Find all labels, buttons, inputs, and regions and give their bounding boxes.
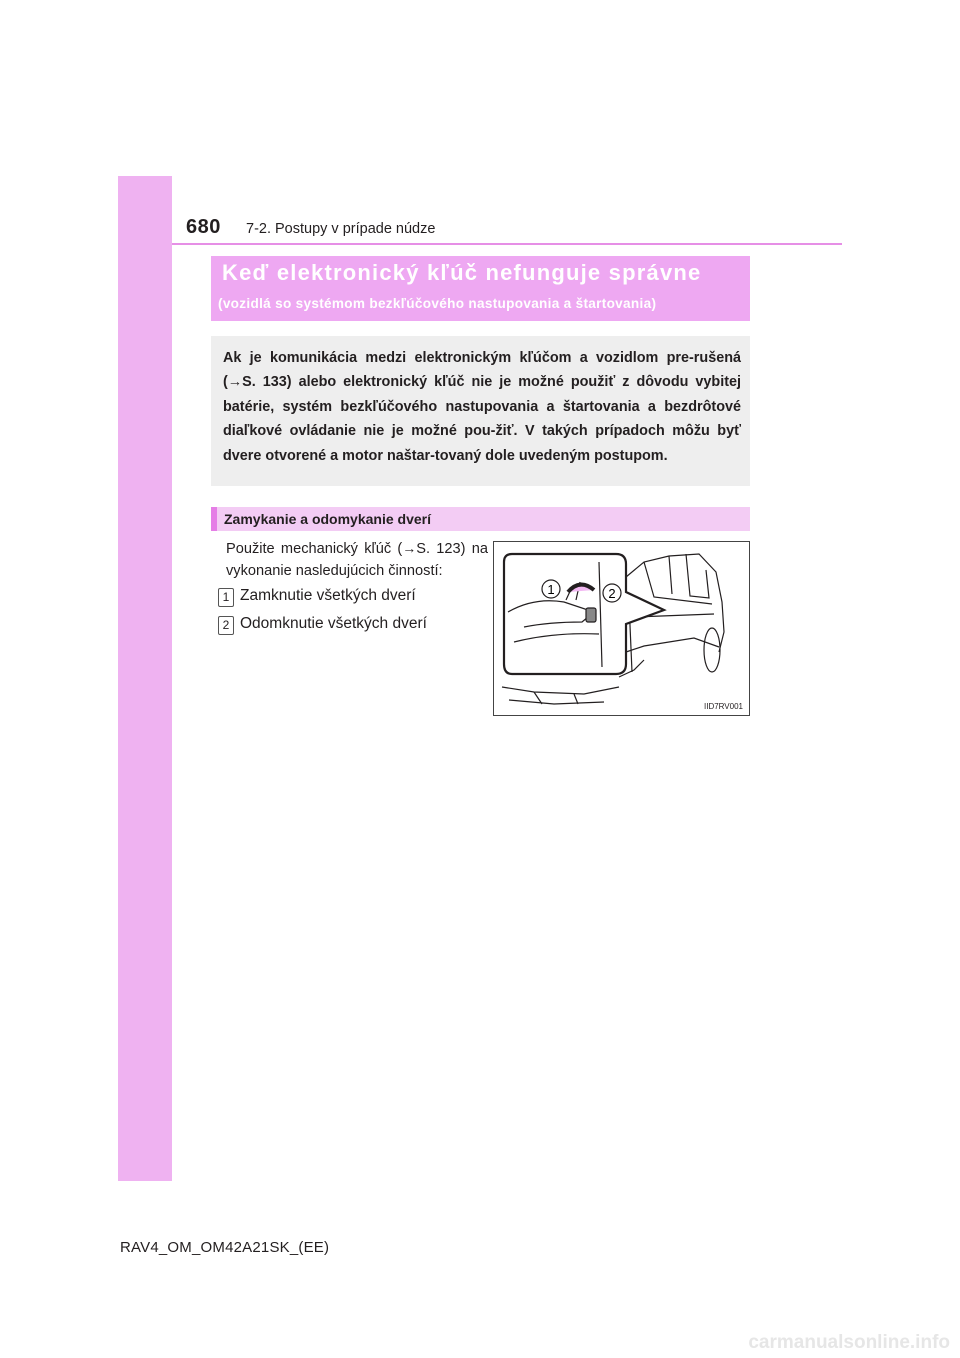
callout-label-1: 1 xyxy=(547,582,555,597)
title-banner xyxy=(211,256,750,321)
arrow-icon: → xyxy=(402,540,417,556)
side-color-band xyxy=(118,176,172,1181)
subsection-accent-bar xyxy=(211,507,217,531)
footer-code: RAV4_OM_OM42A21SK_(EE) xyxy=(120,1239,330,1256)
car-door-illustration xyxy=(493,541,750,716)
body-text-part1: Použite mechanický kľúč ( xyxy=(226,541,403,557)
page-subtitle: (vozidlá so systémom bezkľúčového nastupovania a štartovania) xyxy=(218,296,657,311)
page-title: Keď elektronický kľúč nefunguje správne xyxy=(222,260,702,285)
intro-text: Ak je komunikácia medzi elektronickým kľúčom a vozidlom pre-rušená (→S. 133) alebo elektronický kľúč nie je možné použiť z dôvodu vybitej batérie, systém bezkľúčového nastupovania a štartovania a bezdrôtové diaľkové ovládanie nie je možné pou-žiť. V takých prípadoch môžu byť dvere otvorené a motor naštar-tovaný dole uvedeným postupom. xyxy=(223,350,741,464)
callout-label-2: 2 xyxy=(608,586,616,601)
page-number: 680 xyxy=(186,216,221,238)
car-key-door-drawing xyxy=(494,542,749,715)
section-title: 7-2. Postupy v prípade núdze xyxy=(246,221,436,237)
subsection-heading xyxy=(211,507,750,531)
step-text: Zamknutie všetkých dverí xyxy=(240,587,416,604)
body-paragraph xyxy=(226,537,488,582)
step-text: Odomknutie všetkých dverí xyxy=(240,615,427,632)
step-number-badge: 1 xyxy=(218,588,234,607)
illustration-code: IID7RV001 xyxy=(704,702,743,711)
step-number-badge: 2 xyxy=(218,616,234,635)
body-text-part2: S. 123) na vykonanie nasledujúcich činností: xyxy=(226,541,488,579)
watermark: carmanualsonline.info xyxy=(748,1332,950,1353)
header-divider xyxy=(172,243,842,245)
subsection-title: Zamykanie a odomykanie dverí xyxy=(224,511,431,527)
intro-box xyxy=(211,336,750,486)
